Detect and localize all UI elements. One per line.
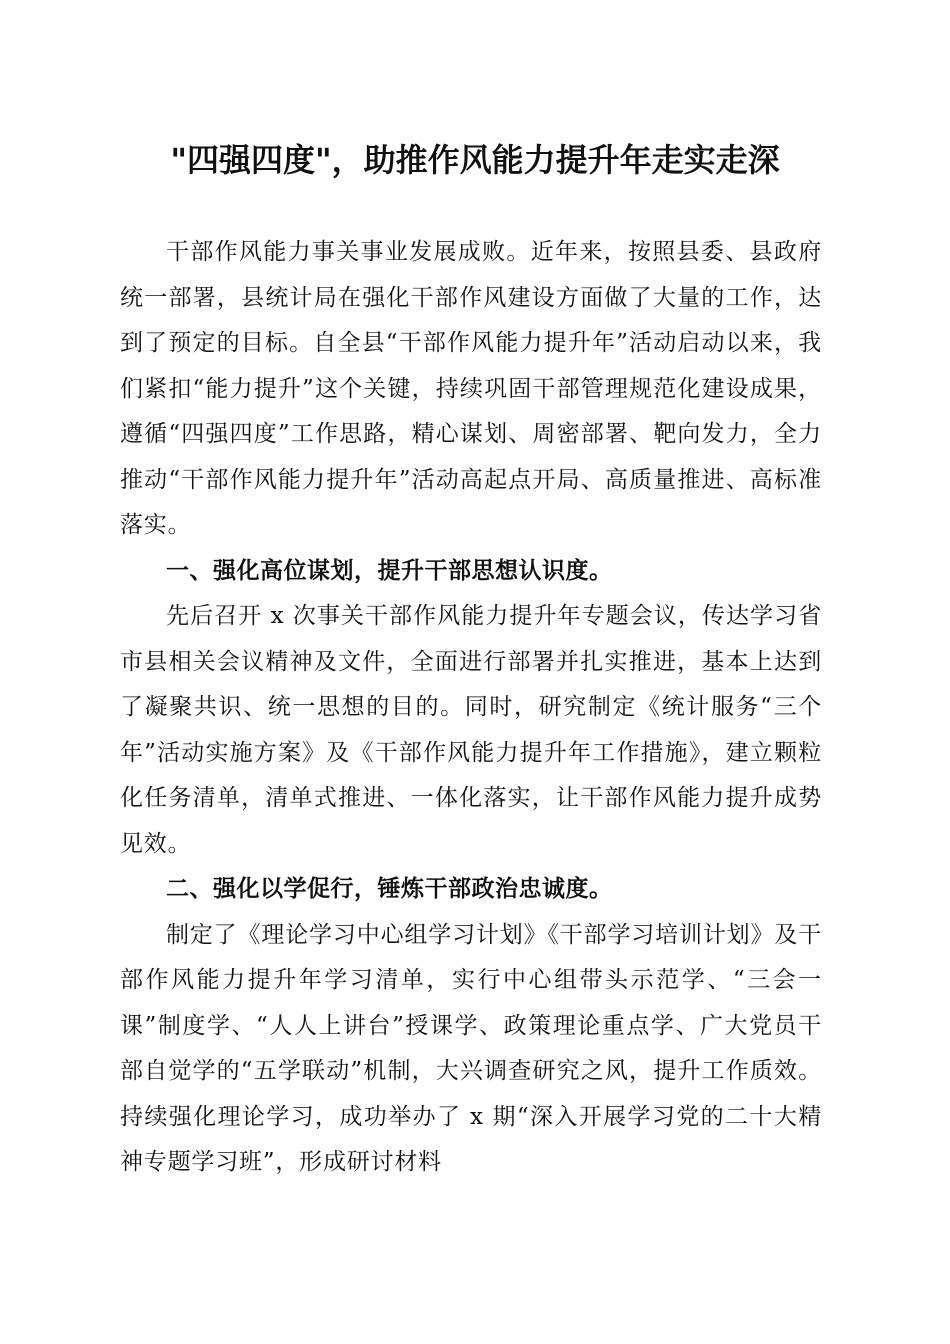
document-title: "四强四度"，助推作风能力提升年走实走深 bbox=[170, 141, 780, 179]
intro-paragraph: 干部作风能力事关事业发展成败。近年来，按照县委、县政府统一部署，县统计局在强化干部作风建设方面做了大量的工作，达到了预定的目标。自全县“干部作风能力提升年”活动启动以来，我们紧扣“能力提升”这个关键，持续巩固干部管理规范化建设成果，遵循“四强四度”工作思路，精心谋划、周密部署、靶向发力，全力推动“干部作风能力提升年”活动高起点开局、高质量推进、高标准落实。 bbox=[120, 239, 822, 538]
section-paragraph-1: 先后召开 x 次事关干部作风能力提升年专题会议，传达学习省市县相关会议精神及文件，全面进行部署并扎实推进，基本上达到了凝聚共识、统一思想的目的。同时，研究制定《统计服务“三个年”活动实施方案》及《干部作风能力提升年工作措施》，建立颗粒化任务清单，清单式推进、一体化落实，让干部作风能力提升成势见效。 bbox=[120, 603, 822, 857]
section-heading-2: 二、强化以学促行，锤炼干部政治忠诚度。 bbox=[166, 876, 613, 902]
section-heading-1: 一、强化高位谋划，提升干部思想认识度。 bbox=[166, 557, 613, 584]
section-paragraph-2: 制定了《理论学习中心组学习计划》《干部学习培训计划》及干部作风能力提升年学习清单，实行中心组带头示范学、“三会一课”制度学、“人人上讲台”授课学、政策理论重点学、广大党员干部自觉学的“五学联动”机制，大兴调查研究之风，提升工作质效。持续强化理论学习，成功举办了 x 期“深入开展学习党的二十大精神专题学习班”，形成研讨材料 bbox=[120, 921, 822, 1175]
document-body bbox=[120, 230, 822, 1186]
